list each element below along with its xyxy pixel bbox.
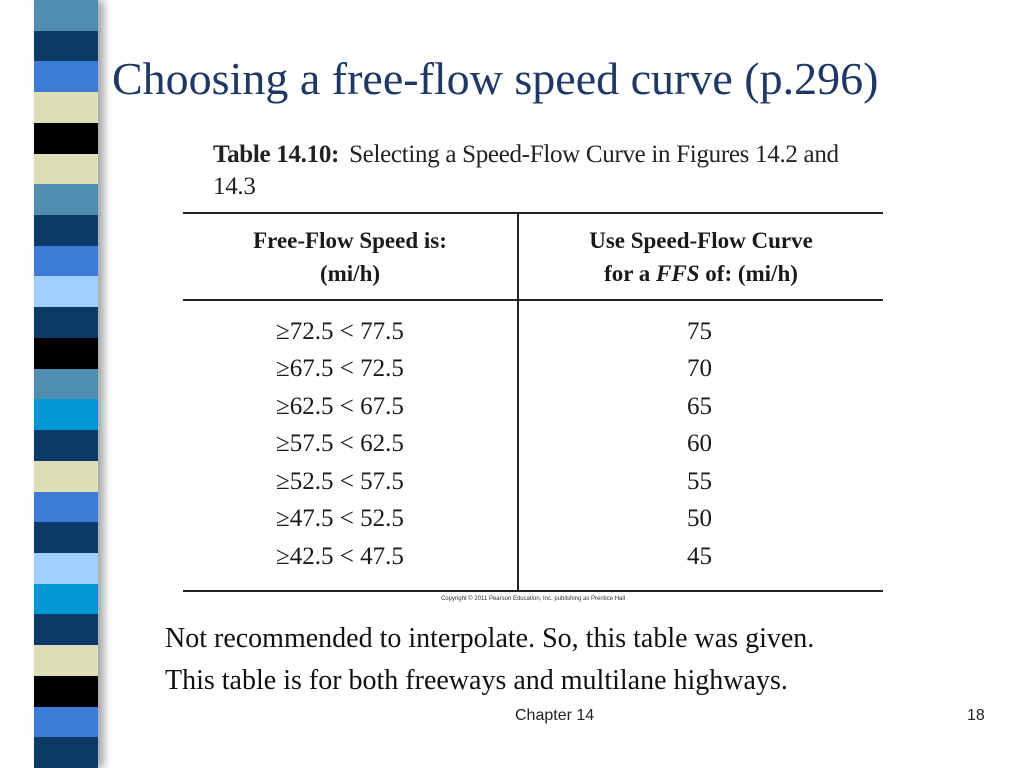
header-col-b-ffs: FFS bbox=[656, 260, 700, 286]
table-row bbox=[183, 463, 883, 501]
stripe-segment bbox=[34, 154, 98, 185]
header-speed-flow-curve bbox=[518, 213, 883, 300]
table-row bbox=[183, 351, 883, 389]
stripe-segment bbox=[34, 553, 98, 584]
stripe-segment bbox=[34, 61, 98, 92]
note-line: Not recommended to interpolate. So, this table was given. bbox=[165, 623, 815, 654]
stripe-segment bbox=[34, 707, 98, 738]
slide-title: Choosing a free-flow speed curve (p.296) bbox=[112, 53, 879, 104]
cell-speed-range: ≥72.5 < 77.5 bbox=[183, 300, 518, 351]
stripe-segment bbox=[34, 31, 98, 62]
footer-page-number: 18 bbox=[967, 707, 985, 724]
table-caption-text: Selecting a Speed-Flow Curve in Figures 14.2 and 14.3 bbox=[213, 141, 839, 200]
stripe-segment bbox=[34, 184, 98, 215]
copyright-note: Copyright © 2011 Pearson Education, Inc. publishing as Prentice Hall bbox=[440, 596, 626, 602]
stripe-segment bbox=[34, 676, 98, 707]
cell-curve-ffs: 55 bbox=[687, 467, 712, 495]
stripe-segment bbox=[34, 522, 98, 553]
cell-curve-ffs: 45 bbox=[687, 542, 712, 570]
header-col-b-line1: Use Speed-Flow Curve bbox=[589, 227, 813, 253]
header-col-b-prefix: for a bbox=[604, 260, 657, 286]
table-row bbox=[183, 538, 883, 591]
stripe-segment bbox=[34, 614, 98, 645]
table-caption bbox=[213, 139, 873, 203]
stripe-segment bbox=[34, 92, 98, 123]
stripe-segment bbox=[34, 338, 98, 369]
note-line: This table is for both freeways and multilane highways. bbox=[165, 665, 788, 696]
stripe-segment bbox=[34, 246, 98, 277]
cell-curve-ffs: 75 bbox=[687, 317, 712, 345]
header-col-a-line2: (mi/h) bbox=[319, 260, 381, 286]
stripe-segment bbox=[34, 737, 98, 768]
stripe-segment bbox=[34, 369, 98, 400]
table-body bbox=[183, 300, 883, 591]
header-col-a-line1: Free-Flow Speed is: bbox=[253, 227, 447, 253]
stripe-segment bbox=[34, 399, 98, 430]
cell-speed-range: ≥57.5 < 62.5 bbox=[183, 426, 518, 464]
cell-speed-range: ≥67.5 < 72.5 bbox=[183, 351, 518, 389]
stripe-segment bbox=[34, 645, 98, 676]
table-row bbox=[183, 388, 883, 426]
stripe-segment bbox=[34, 215, 98, 246]
speed-flow-table bbox=[183, 212, 883, 592]
stripe-segment bbox=[34, 584, 98, 615]
stripe-segment bbox=[34, 492, 98, 523]
decorative-stripe-bar bbox=[34, 0, 98, 768]
cell-speed-range: ≥47.5 < 52.5 bbox=[183, 501, 518, 539]
cell-curve-ffs: 60 bbox=[687, 430, 712, 458]
cell-curve-ffs: 65 bbox=[687, 392, 712, 420]
cell-speed-range: ≥42.5 < 47.5 bbox=[183, 538, 518, 591]
table-header-row bbox=[183, 213, 883, 300]
table-row bbox=[183, 501, 883, 539]
stripe-segment bbox=[34, 307, 98, 338]
header-free-flow-speed bbox=[183, 213, 518, 300]
cell-speed-range: ≥62.5 < 67.5 bbox=[183, 388, 518, 426]
header-col-b-suffix: of: (mi/h) bbox=[699, 260, 798, 286]
stripe-segment bbox=[34, 276, 98, 307]
notes-text bbox=[165, 618, 985, 702]
cell-curve-ffs: 50 bbox=[687, 505, 712, 533]
footer-chapter: Chapter 14 bbox=[515, 707, 595, 724]
table-row bbox=[183, 300, 883, 351]
stripe-segment bbox=[34, 123, 98, 154]
stripe-segment bbox=[34, 461, 98, 492]
table-caption-label: Table 14.10: bbox=[213, 141, 340, 168]
cell-curve-ffs: 70 bbox=[687, 355, 712, 383]
table-row bbox=[183, 426, 883, 464]
stripe-segment bbox=[34, 0, 98, 31]
stripe-segment bbox=[34, 430, 98, 461]
cell-speed-range: ≥52.5 < 57.5 bbox=[183, 463, 518, 501]
